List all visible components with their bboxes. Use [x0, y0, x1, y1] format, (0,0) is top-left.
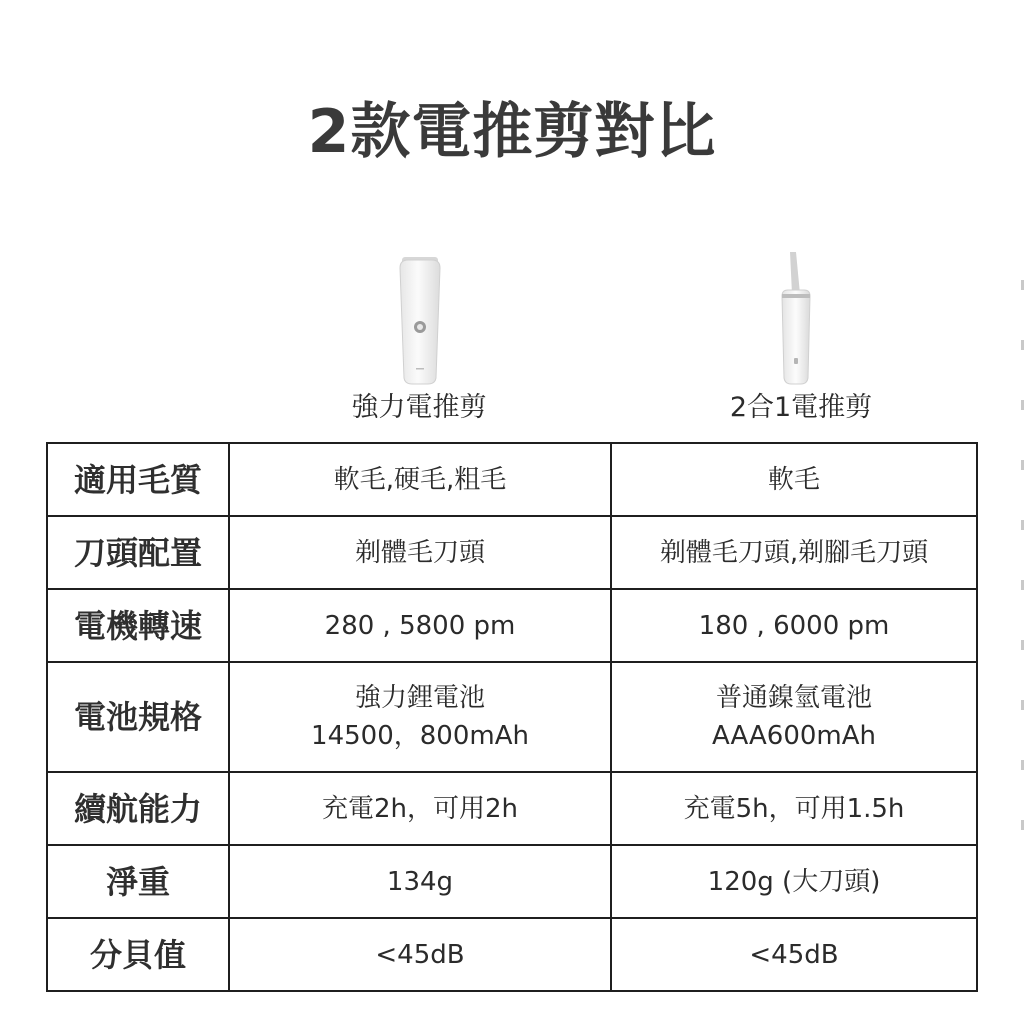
table-cell [611, 443, 977, 516]
edge-decoration [1020, 280, 1024, 860]
cell-text: 軟毛 [767, 464, 820, 495]
table-cell [229, 918, 611, 991]
table-cell [611, 845, 977, 918]
product-name-1: 強力電推剪 [351, 392, 487, 423]
table-cell [611, 772, 977, 845]
row-label: 電機轉速 [47, 589, 229, 662]
cell-text: 280 , 5800 pm [324, 610, 516, 641]
table-cell [229, 443, 611, 516]
table-row [47, 516, 977, 589]
table-cell [229, 516, 611, 589]
table-row [47, 443, 977, 516]
table-cell [229, 845, 611, 918]
table-cell [611, 918, 977, 991]
comparison-table [46, 442, 978, 992]
table-cell [611, 589, 977, 662]
table-row [47, 772, 977, 845]
table-cell [229, 772, 611, 845]
product-name-2: 2合1電推剪 [729, 392, 873, 423]
cell-text: <45dB [749, 939, 839, 970]
cell-text: 180 , 6000 pm [698, 610, 890, 641]
cell-text: 普通鎳氫電池 [715, 683, 872, 713]
row-label: 刀頭配置 [47, 516, 229, 589]
table-row [47, 918, 977, 991]
cell-text: 14500，800mAh [311, 721, 529, 751]
product-column-1 [228, 240, 610, 430]
cell-text: 120g (大刀頭) [707, 866, 881, 897]
cell-text: 134g [386, 866, 454, 897]
cell-text: 剃體毛刀頭,剃腳毛刀頭 [659, 537, 929, 568]
table-row [47, 589, 977, 662]
cell-text: AAA600mAh [711, 721, 877, 751]
table-cell [611, 516, 977, 589]
cell-text: 充電5h，可用1.5h [683, 793, 905, 824]
cell-text: 強力鋰電池 [354, 683, 485, 713]
product-column-2 [610, 240, 992, 430]
row-label: 續航能力 [47, 772, 229, 845]
row-label: 分貝值 [47, 918, 229, 991]
table-row [47, 662, 977, 772]
clipper-slim-icon [610, 240, 992, 390]
table-cell [611, 662, 977, 772]
cell-text: <45dB [375, 939, 465, 970]
cell-text: 軟毛,硬毛,粗毛 [333, 464, 507, 495]
clipper-large-icon [228, 240, 610, 390]
cell-text: 充電2h，可用2h [321, 793, 519, 824]
table-cell [229, 662, 611, 772]
row-label: 適用毛質 [47, 443, 229, 516]
cell-text: 剃體毛刀頭 [354, 537, 485, 568]
row-label: 淨重 [47, 845, 229, 918]
table-cell [229, 589, 611, 662]
table-row [47, 845, 977, 918]
page-title: 2款電推剪對比 [307, 97, 717, 167]
row-label: 電池規格 [47, 662, 229, 772]
